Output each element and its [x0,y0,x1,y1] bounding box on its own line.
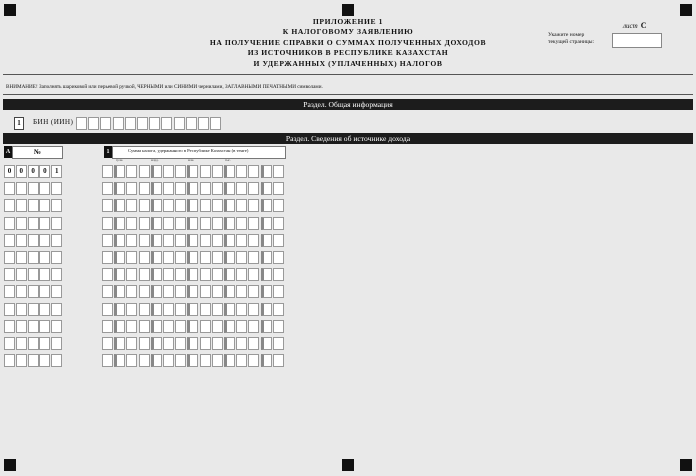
title-line: НА ПОЛУЧЕНИЕ СПРАВКИ О СУММАХ ПОЛУЧЕННЫХ ДОХОДОВ [209,37,487,47]
row-number-cell[interactable] [28,199,39,212]
tax-amount-cell[interactable] [200,354,211,367]
tax-amount-cell[interactable] [151,354,162,367]
row-number-cell[interactable]: 0 [28,165,39,178]
tax-amount-cell[interactable] [151,303,162,316]
row-number-cell[interactable] [4,199,15,212]
tax-amount-cell[interactable] [102,199,113,212]
tax-amount-cell[interactable] [273,165,284,178]
sheet-label-text: лист [623,22,638,30]
row-number-cell[interactable] [16,285,27,298]
tax-amount-cell[interactable] [248,251,259,264]
section-general-header: Раздел. Общая информация [3,99,693,110]
tax-amount-cell[interactable] [200,268,211,281]
row-number-cell[interactable] [51,285,62,298]
tax-amount-cell[interactable] [224,285,235,298]
tax-amount-cell[interactable] [200,337,211,350]
tax-amount-cell[interactable] [163,354,174,367]
tax-amount-cell[interactable] [200,320,211,333]
tax-amount-cell[interactable] [175,303,186,316]
tax-amount-cell[interactable] [114,165,125,178]
tax-amount-cell[interactable] [236,234,247,247]
tax-amount-cell[interactable] [114,251,125,264]
tax-amount-cell[interactable] [139,354,150,367]
tax-amount-cell[interactable] [139,217,150,230]
tax-amount-cell[interactable] [114,182,125,195]
tax-amount-cell[interactable] [114,285,125,298]
unit-millions-label: млн. [188,158,195,162]
row-number-cell[interactable] [28,320,39,333]
tax-amount-cell[interactable] [139,268,150,281]
row-number-cell[interactable] [28,285,39,298]
tax-amount-cell[interactable] [175,320,186,333]
row-number-cell[interactable] [16,251,27,264]
tax-amount-cell[interactable] [187,234,198,247]
row-number-cell[interactable] [16,217,27,230]
tax-amount-cell[interactable] [273,234,284,247]
tax-amount-cell[interactable] [114,199,125,212]
tax-amount-cell[interactable] [224,165,235,178]
tax-amount-cell[interactable] [102,234,113,247]
tax-amount-cell[interactable] [139,251,150,264]
tax-amount-cell[interactable] [273,268,284,281]
bin-digit-cell[interactable] [161,117,172,130]
fill-instructions: ВНИМАНИЕ! Заполнять шариковой или перьевой ручкой, ЧЕРНЫМИ или СИНИМИ чернилами, ЗАГЛАВНЫМИ ПЕЧАТНЫМИ символами. [6,84,323,90]
row-number-cell[interactable] [51,234,62,247]
col-1-title: Сумма налога, удержанного в Республике Казахстан (в тенге) [128,148,249,153]
bin-field-index: 1 [14,117,24,130]
bin-digit-cell[interactable] [100,117,111,130]
bin-digit-cell[interactable] [125,117,136,130]
row-number-cell[interactable] [39,182,50,195]
tax-amount-cell[interactable] [114,268,125,281]
row-number-cell[interactable]: 1 [51,165,62,178]
tax-amount-cell[interactable] [187,320,198,333]
col-no-header: № [33,148,42,156]
tax-amount-cell[interactable] [273,251,284,264]
tax-amount-cell[interactable] [248,199,259,212]
tax-amount-cell[interactable] [163,165,174,178]
tax-amount-cell[interactable] [175,251,186,264]
row-number-cell[interactable] [4,285,15,298]
tax-amount-cell[interactable] [114,234,125,247]
tax-amount-cell[interactable] [200,217,211,230]
tax-amount-cell[interactable] [261,320,272,333]
row-number-cell[interactable] [39,285,50,298]
tax-amount-cell[interactable] [139,285,150,298]
tax-amount-cell[interactable] [236,303,247,316]
row-number-cell[interactable] [4,268,15,281]
tax-amount-cell[interactable] [163,320,174,333]
tax-amount-cell[interactable] [273,182,284,195]
tax-amount-cell[interactable] [151,165,162,178]
tax-amount-cell[interactable] [248,337,259,350]
tax-amount-cell[interactable] [126,268,137,281]
tax-amount-cell[interactable] [126,199,137,212]
tax-amount-cell[interactable] [248,165,259,178]
row-number-cell[interactable] [51,217,62,230]
tax-amount-cell[interactable] [273,320,284,333]
tax-amount-cell[interactable] [236,182,247,195]
title-line: И УДЕРЖАННЫХ (УПЛАЧЕННЫХ) НАЛОГОВ [253,58,443,68]
row-number-cell[interactable] [51,182,62,195]
row-number-cell[interactable] [39,354,50,367]
tax-amount-cell[interactable] [212,320,223,333]
tax-amount-cell[interactable] [102,165,113,178]
row-number-cell[interactable] [4,217,15,230]
tax-amount-cell[interactable] [261,251,272,264]
tax-amount-cell[interactable] [224,182,235,195]
tax-amount-cell[interactable] [102,337,113,350]
tax-amount-cell[interactable] [102,217,113,230]
tax-amount-cell[interactable] [163,303,174,316]
tax-amount-cell[interactable] [248,320,259,333]
row-number-cell[interactable] [28,182,39,195]
row-number-cell[interactable] [28,268,39,281]
section-source-header: Раздел. Сведения об источнике дохода [3,133,693,144]
registration-mark-bottom-left [4,459,16,471]
warning-divider [3,94,693,95]
page-number-note [548,32,594,46]
tax-amount-cell[interactable] [151,268,162,281]
tax-amount-cell[interactable] [175,217,186,230]
tax-amount-cell[interactable] [261,285,272,298]
row-number-cell[interactable] [4,182,15,195]
tax-amount-cell[interactable] [163,251,174,264]
tax-amount-cell[interactable] [151,217,162,230]
bin-label: БИН (ИИН) [33,118,74,126]
tax-amount-cell[interactable] [139,182,150,195]
tax-amount-cell[interactable] [163,268,174,281]
registration-mark-top-left [4,4,16,16]
tax-amount-cell[interactable] [212,285,223,298]
tax-amount-cell[interactable] [139,234,150,247]
row-number-cell[interactable] [4,354,15,367]
tax-amount-cell[interactable] [200,234,211,247]
tax-amount-cell[interactable] [175,165,186,178]
col-no-header-box [12,146,63,159]
tax-amount-cell[interactable] [200,285,211,298]
row-number-cell[interactable] [4,234,15,247]
tax-amount-cell[interactable] [126,285,137,298]
form-title [190,17,506,69]
tax-amount-cell[interactable] [151,337,162,350]
tax-amount-cell[interactable] [261,217,272,230]
page-note-line: Укажите номер [548,32,585,38]
tax-amount-cell[interactable] [175,268,186,281]
tax-amount-cell[interactable] [187,199,198,212]
tax-amount-cell[interactable] [187,182,198,195]
tax-amount-cell[interactable] [126,320,137,333]
tax-amount-cell[interactable] [102,251,113,264]
row-number-cell[interactable] [16,320,27,333]
tax-amount-cell[interactable] [236,320,247,333]
tax-amount-cell[interactable] [224,320,235,333]
sheet-letter: С [640,21,647,30]
tax-amount-cell[interactable] [224,217,235,230]
row-number-cell[interactable] [39,320,50,333]
tax-amount-cell[interactable] [200,165,211,178]
tax-amount-cell[interactable] [126,217,137,230]
tax-amount-cell[interactable] [200,182,211,195]
row-number-cell[interactable] [39,217,50,230]
tax-amount-cell[interactable] [163,234,174,247]
tax-amount-cell[interactable] [187,285,198,298]
tax-amount-cell[interactable] [200,251,211,264]
row-number-cell[interactable] [51,337,62,350]
tax-amount-cell[interactable] [236,285,247,298]
tax-amount-cell[interactable] [273,303,284,316]
tax-amount-cell[interactable] [236,354,247,367]
tax-amount-cell[interactable] [114,337,125,350]
tax-amount-cell[interactable] [175,337,186,350]
tax-amount-cell[interactable] [224,268,235,281]
registration-mark-top-center [342,4,354,16]
tax-amount-cell[interactable] [236,251,247,264]
row-number-cell[interactable] [4,320,15,333]
tax-amount-cell[interactable] [151,285,162,298]
tax-amount-cell[interactable] [102,285,113,298]
tax-amount-cell[interactable] [126,303,137,316]
tax-amount-cell[interactable] [187,268,198,281]
tax-amount-cell[interactable] [212,234,223,247]
tax-amount-cell[interactable] [175,182,186,195]
row-number-cell[interactable] [51,199,62,212]
tax-amount-cell[interactable] [187,354,198,367]
tax-amount-cell[interactable] [236,337,247,350]
tax-amount-cell[interactable] [236,165,247,178]
tax-amount-cell[interactable] [236,268,247,281]
tax-amount-cell[interactable] [151,199,162,212]
tax-amount-cell[interactable] [163,285,174,298]
unit-thousands-label: тыс. [225,158,231,162]
tax-amount-cell[interactable] [212,303,223,316]
row-number-cell[interactable] [28,251,39,264]
tax-amount-cell[interactable] [114,217,125,230]
row-number-cell[interactable] [16,182,27,195]
row-number-cell[interactable] [39,199,50,212]
bin-digit-cell[interactable] [174,117,185,130]
row-number-cell[interactable] [16,199,27,212]
row-number-cell[interactable] [4,251,15,264]
tax-amount-cell[interactable] [139,320,150,333]
row-number-cell[interactable] [4,337,15,350]
tax-amount-cell[interactable] [139,303,150,316]
row-number-cell[interactable] [16,337,27,350]
title-line: К НАЛОГОВОМУ ЗАЯВЛЕНИЮ [282,27,414,37]
tax-amount-cell[interactable] [248,268,259,281]
tax-amount-cell[interactable] [212,199,223,212]
unit-trillions-label: трлн. [116,158,124,162]
tax-amount-cell[interactable] [163,182,174,195]
bin-digit-cell[interactable] [186,117,197,130]
tax-amount-cell[interactable] [273,199,284,212]
tax-amount-cell[interactable] [236,217,247,230]
tax-amount-cell[interactable] [212,337,223,350]
tax-amount-cell[interactable] [114,354,125,367]
tax-amount-cell[interactable] [273,354,284,367]
tax-amount-cell[interactable] [163,199,174,212]
row-number-cell[interactable]: 0 [39,165,50,178]
tax-amount-cell[interactable] [114,303,125,316]
tax-amount-cell[interactable] [126,234,137,247]
tax-amount-cell[interactable] [187,251,198,264]
tax-amount-cell[interactable] [114,320,125,333]
row-number-cell[interactable] [51,320,62,333]
tax-amount-cell[interactable] [175,234,186,247]
tax-amount-cell[interactable] [187,165,198,178]
tax-amount-cell[interactable] [126,165,137,178]
bin-digit-cell[interactable] [88,117,99,130]
tax-amount-cell[interactable] [102,268,113,281]
page-note-line: текущей страницы: [548,39,595,45]
tax-amount-cell[interactable] [187,303,198,316]
tax-amount-cell[interactable] [248,234,259,247]
row-number-cell[interactable] [16,268,27,281]
tax-amount-cell[interactable] [175,285,186,298]
tax-amount-cell[interactable] [212,354,223,367]
tax-amount-cell[interactable] [224,199,235,212]
tax-amount-cell[interactable] [261,354,272,367]
row-number-cell[interactable]: 0 [4,165,15,178]
bin-digit-cell[interactable] [76,117,87,130]
tax-amount-cell[interactable] [261,234,272,247]
registration-mark-bottom-right [680,459,692,471]
unit-billions-label: млрд. [151,158,159,162]
tax-amount-cell[interactable] [102,320,113,333]
tax-amount-cell[interactable] [261,337,272,350]
tax-amount-cell[interactable] [224,354,235,367]
registration-mark-bottom-center [342,459,354,471]
row-number-cell[interactable] [16,354,27,367]
tax-amount-cell[interactable] [126,354,137,367]
tax-amount-cell[interactable] [248,285,259,298]
tax-amount-cell[interactable] [102,354,113,367]
tax-amount-cell[interactable] [175,354,186,367]
tax-amount-cell[interactable] [126,182,137,195]
row-number-cell[interactable] [39,234,50,247]
title-line: ИЗ ИСТОЧНИКОВ В РЕСПУБЛИКЕ КАЗАХСТАН [247,48,449,58]
bin-digit-cell[interactable] [198,117,209,130]
tax-amount-cell[interactable] [151,251,162,264]
tax-amount-cell[interactable] [224,337,235,350]
row-number-cell[interactable] [39,337,50,350]
tax-amount-cell[interactable] [273,337,284,350]
tax-amount-cell[interactable] [163,337,174,350]
tax-amount-cell[interactable] [187,337,198,350]
row-number-cell[interactable] [28,354,39,367]
tax-amount-cell[interactable] [212,182,223,195]
tax-amount-cell[interactable] [224,234,235,247]
tax-amount-cell[interactable] [212,217,223,230]
bin-digit-cell[interactable] [137,117,148,130]
tax-amount-cell[interactable] [102,303,113,316]
tax-amount-cell[interactable] [212,165,223,178]
tax-amount-cell[interactable] [139,165,150,178]
header-divider [3,74,693,75]
row-number-cell[interactable] [51,303,62,316]
tax-amount-cell[interactable] [248,217,259,230]
tax-amount-cell[interactable] [151,234,162,247]
tax-amount-cell[interactable] [248,182,259,195]
row-number-cell[interactable] [39,251,50,264]
col-1-marker: 1 [104,146,112,158]
row-number-cell[interactable] [28,217,39,230]
tax-amount-cell[interactable] [200,199,211,212]
tax-amount-cell[interactable] [151,320,162,333]
bin-digit-cell[interactable] [149,117,160,130]
row-number-cell[interactable] [51,268,62,281]
page-number-input[interactable] [612,33,662,48]
tax-amount-cell[interactable] [175,199,186,212]
tax-amount-cell[interactable] [224,251,235,264]
tax-amount-cell[interactable] [261,165,272,178]
tax-amount-cell[interactable] [273,285,284,298]
row-number-cell[interactable] [28,337,39,350]
tax-amount-cell[interactable] [212,268,223,281]
tax-amount-cell[interactable] [102,182,113,195]
bin-digit-cell[interactable] [113,117,124,130]
tax-amount-cell[interactable] [163,217,174,230]
tax-amount-cell[interactable] [248,303,259,316]
tax-amount-cell[interactable] [212,251,223,264]
row-number-cell[interactable]: 0 [16,165,27,178]
tax-amount-cell[interactable] [187,217,198,230]
row-number-cell[interactable] [39,268,50,281]
row-number-cell[interactable] [28,234,39,247]
col-a-marker: А [4,146,12,158]
tax-amount-cell[interactable] [261,303,272,316]
row-number-cell[interactable] [39,303,50,316]
registration-mark-top-right [680,4,692,16]
row-number-cell[interactable] [4,303,15,316]
tax-amount-cell[interactable] [261,182,272,195]
title-line: ПРИЛОЖЕНИЕ 1 [312,17,384,26]
row-number-cell[interactable] [51,354,62,367]
tax-amount-cell[interactable] [261,199,272,212]
sheet-label [623,21,647,30]
row-number-cell[interactable] [28,303,39,316]
tax-amount-cell[interactable] [151,182,162,195]
tax-amount-cell[interactable] [248,354,259,367]
tax-amount-cell[interactable] [261,268,272,281]
row-number-cell[interactable] [51,251,62,264]
tax-amount-cell[interactable] [139,199,150,212]
tax-amount-cell[interactable] [236,199,247,212]
tax-amount-cell[interactable] [224,303,235,316]
row-number-cell[interactable] [16,303,27,316]
row-number-cell[interactable] [16,234,27,247]
tax-amount-cell[interactable] [200,303,211,316]
tax-amount-cell[interactable] [139,337,150,350]
bin-digit-cell[interactable] [210,117,221,130]
tax-amount-cell[interactable] [126,251,137,264]
tax-amount-cell[interactable] [273,217,284,230]
tax-amount-cell[interactable] [126,337,137,350]
